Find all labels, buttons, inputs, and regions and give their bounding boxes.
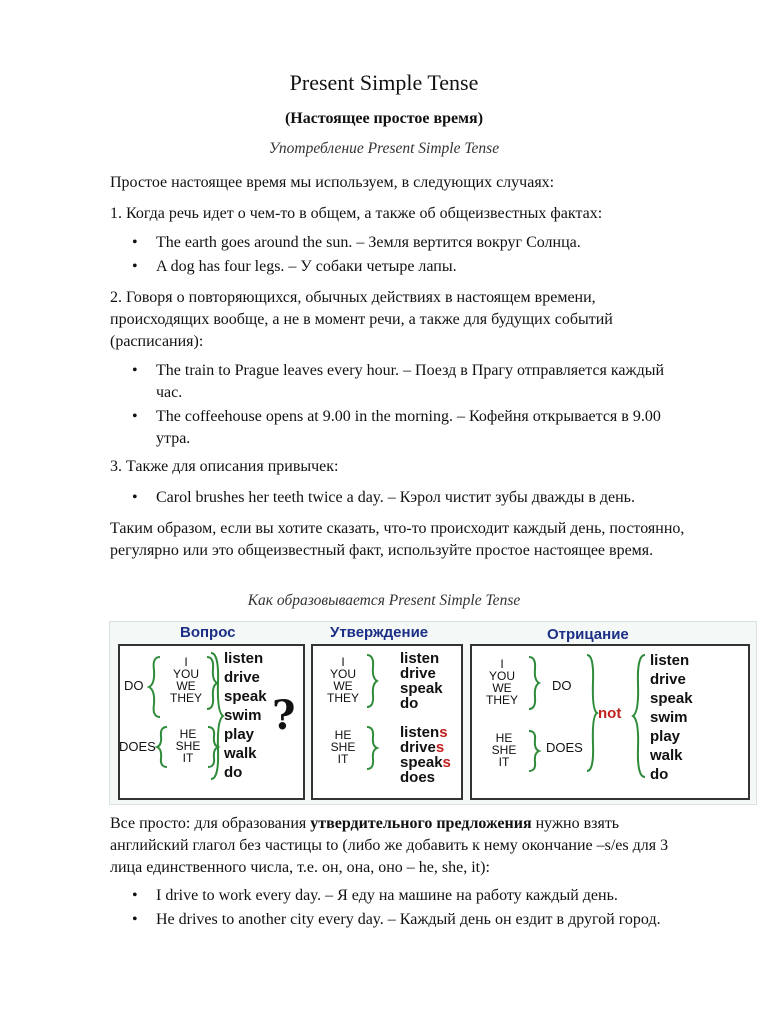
affirmative-pronouns-3: HE SHE IT xyxy=(330,728,356,766)
case1-list xyxy=(110,232,690,280)
usage-heading: Употребление Present Simple Tense xyxy=(268,140,500,157)
rule-paragraph: Все просто: для образования утвердительного предложения нужно взять английский глагол без частицы to (либо же добавить к нему окончание –s/es для 3 лица единственного числа, т.е. он, она, оно – he, she, it): xyxy=(110,815,669,876)
negative-pronouns-does: HE SHE IT xyxy=(491,731,517,769)
affirmative-bracket-1 xyxy=(366,654,378,708)
affirmative-bracket-3 xyxy=(366,726,378,770)
negative-pronouns-do: I YOU WE THEY xyxy=(485,657,518,707)
question-heading: Вопрос xyxy=(180,624,236,641)
list-item: • He drives to another city every day. – Каждый день он ездит в другой город. xyxy=(110,909,690,931)
list-item: • The train to Prague leaves every hour. – Поезд в Прагу отправляется каждый час. xyxy=(110,360,690,404)
question-mark: ? xyxy=(272,692,296,739)
negative-not: not xyxy=(598,705,622,722)
negative-aux-does: DOES xyxy=(546,740,583,755)
negative-verbs: listen drive speak swim play walk do xyxy=(650,652,693,783)
list-item: • A dog has four legs. – У собаки четыре лапы. xyxy=(110,256,690,278)
affirmative-pronouns-1: I YOU WE THEY xyxy=(326,655,359,705)
question-aux-do: DO xyxy=(124,678,144,693)
negative-bracket-does xyxy=(528,730,540,772)
list-item: • The earth goes around the sun. – Земля вертится вокруг Солнца. xyxy=(110,232,690,254)
page-subtitle: (Настоящее простое время) xyxy=(284,110,484,127)
case3-list xyxy=(110,487,690,511)
question-aux-does: DOES xyxy=(119,739,156,754)
question-verbs: listen drive speak swim play walk do xyxy=(224,650,267,781)
formation-diagram xyxy=(109,621,757,805)
list-item: • I drive to work every day. – Я еду на машине на работу каждый день. xyxy=(110,885,690,907)
summary-paragraph: Таким образом, если вы хотите сказать, что-то происходит каждый день, постоянно, регулярно или это общеизвестный факт, используйте простое настоящее время. xyxy=(110,520,685,559)
negative-heading: Отрицание xyxy=(547,626,629,643)
question-pronouns-does: HE SHE IT xyxy=(175,727,201,765)
affirmative-verbs-1: listen drive speak do xyxy=(400,650,443,712)
negative-aux-bracket xyxy=(586,654,598,772)
negative-aux-do: DO xyxy=(552,678,572,693)
negative-verb-bracket xyxy=(632,654,646,778)
case1-paragraph: 1. Когда речь идет о чем-то в общем, а также об общеизвестных фактах: xyxy=(110,205,603,222)
case2-paragraph: 2. Говоря о повторяющихся, обычных действиях в настоящем времени, происходящих вообще, а не в момент речи, а также для будущих событий (расписания): xyxy=(110,289,613,350)
verb-3rd-person: speaks xyxy=(400,754,451,771)
rule-bold-term: утвердительного предложения xyxy=(310,815,532,832)
question-pronouns-do: I YOU WE THEY xyxy=(169,655,202,705)
verb-3rd-person: drives xyxy=(400,739,445,756)
affirmative-heading: Утверждение xyxy=(330,624,429,641)
question-does-left-bracket xyxy=(156,726,168,768)
formation-heading: Как образовывается Present Simple Tense xyxy=(247,592,521,609)
verb-3rd-person: listens xyxy=(400,724,448,741)
affirmative-verbs-3 xyxy=(400,725,451,785)
verb-3rd-person: does xyxy=(400,769,436,786)
page-title: Present Simple Tense xyxy=(289,70,479,95)
case3-paragraph: 3. Также для описания привычек: xyxy=(110,458,339,475)
question-do-left-bracket xyxy=(148,656,162,718)
list-item: • Carol brushes her teeth twice a day. – Кэрол чистит зубы дважды в день. xyxy=(110,487,690,509)
intro-paragraph: Простое настоящее время мы используем, в следующих случаях: xyxy=(110,174,555,191)
case2-list xyxy=(110,360,690,452)
list-item: • The coffeehouse opens at 9.00 in the morning. – Кофейня открывается в 9.00 утра. xyxy=(110,406,690,450)
examples-list xyxy=(110,885,690,933)
question-verb-bracket xyxy=(210,652,224,780)
negative-bracket-do xyxy=(528,656,540,710)
